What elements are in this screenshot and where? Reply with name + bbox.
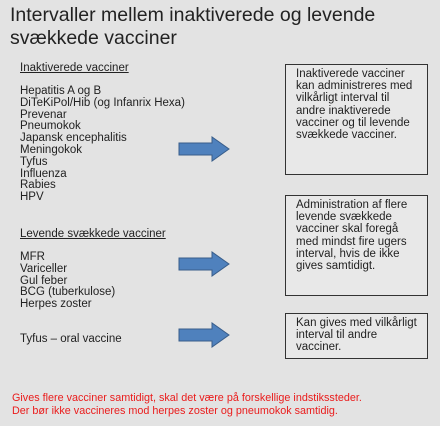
list-item: Meningokok bbox=[20, 143, 83, 156]
arrow-right-icon bbox=[178, 136, 230, 162]
list-item: Herpes zoster bbox=[20, 298, 92, 311]
list-item: Variceller bbox=[20, 262, 68, 275]
inactivated-heading: Inaktiverede vacciner bbox=[20, 62, 129, 74]
footer-line-2: Der bør ikke vaccineres mod herpes zoster og pneumokok samtidig. bbox=[12, 404, 338, 417]
oral-typhoid-label: Tyfus – oral vaccine bbox=[20, 333, 122, 345]
list-item: Tyfus bbox=[20, 155, 48, 168]
inactivated-list bbox=[20, 86, 185, 204]
list-item: Prevenar bbox=[20, 108, 67, 121]
list-item: DiTeKiPol/Hib (og Infanrix Hexa) bbox=[20, 96, 185, 109]
live-heading: Levende svækkede vacciner bbox=[20, 228, 166, 240]
list-item: Rabies bbox=[20, 179, 56, 192]
arrow-right-icon bbox=[178, 322, 230, 348]
arrow-right-icon bbox=[178, 251, 230, 277]
footer-line-1: Gives flere vacciner samtidigt, skal det være på forskellige indstikssteder. bbox=[12, 392, 362, 404]
list-item: Gul feber bbox=[20, 274, 68, 287]
live-note-box: Administration af flere levende svækkede vacciner skal foregå med mindst fire ugers interval, hvis de ikke gives samtidigt. bbox=[285, 195, 428, 296]
inactivated-note-box: Inaktiverede vacciner kan administreres med vilkårligt interval til andre inaktiverede vacciner og til levende svækkede vacciner. bbox=[285, 64, 428, 175]
list-item: Influenza bbox=[20, 167, 67, 180]
oral-typhoid-note-box: Kan gives med vilkårligt interval til andre vacciner. bbox=[285, 313, 428, 359]
live-list bbox=[20, 252, 115, 311]
list-item: Japansk encephalitis bbox=[20, 132, 127, 145]
page-title: Intervaller mellem inaktiverede og levende svækkede vacciner bbox=[10, 4, 376, 49]
footer-warning bbox=[12, 392, 437, 417]
list-item: MFR bbox=[20, 251, 45, 263]
list-item: HPV bbox=[20, 191, 44, 204]
list-item: BCG (tuberkulose) bbox=[20, 286, 116, 299]
list-item: Hepatitis A og B bbox=[20, 85, 102, 97]
list-item: Pneumokok bbox=[20, 120, 81, 133]
